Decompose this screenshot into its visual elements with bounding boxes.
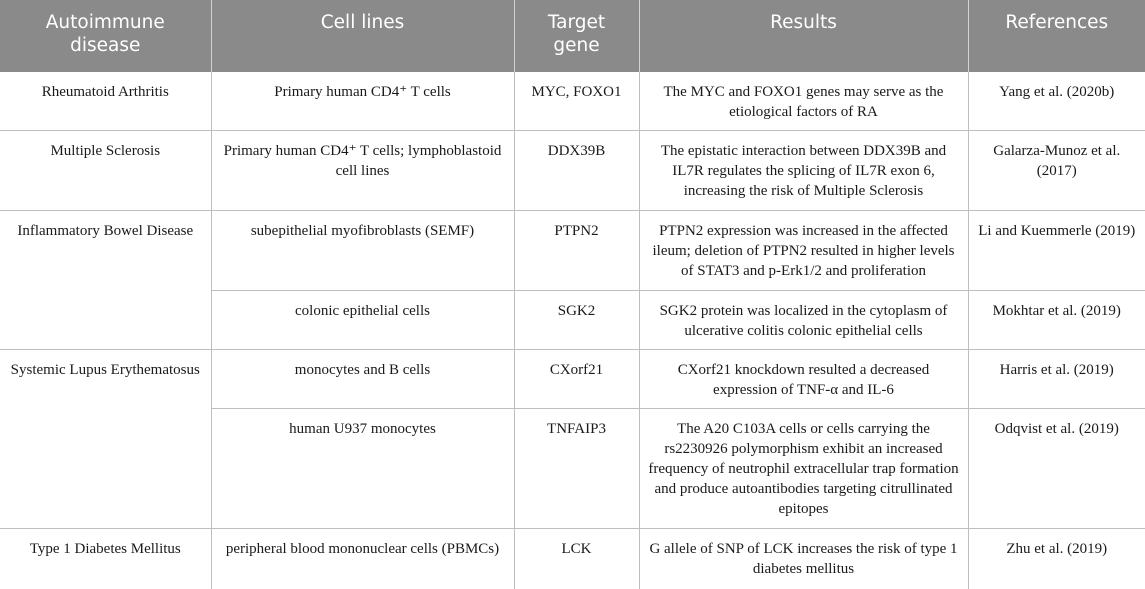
results-cell: SGK2 protein was localized in the cytoplasm of ulcerative colitis colonic epithelial cells bbox=[639, 290, 968, 349]
header-target-gene: Target gene bbox=[514, 0, 639, 72]
table-row bbox=[0, 130, 1145, 210]
reference-cell: Harris et al. (2019) bbox=[968, 349, 1145, 408]
table-row bbox=[0, 72, 1145, 130]
results-cell: The A20 C103A cells or cells carrying the rs2230926 polymorphism exhibit an increased frequency of neutrophil extracellular trap formation and produce autoantibodies targeting citrullinated epitopes bbox=[639, 408, 968, 528]
disease-cell: Type 1 Diabetes Mellitus bbox=[0, 528, 211, 589]
results-cell: The epistatic interaction between DDX39B and IL7R regulates the splicing of IL7R exon 6, increasing the risk of Multiple Sclerosis bbox=[639, 130, 968, 210]
reference-cell: Mokhtar et al. (2019) bbox=[968, 290, 1145, 349]
target-gene-cell: PTPN2 bbox=[514, 210, 639, 290]
target-gene-cell: CXorf21 bbox=[514, 349, 639, 408]
header-cell-lines: Cell lines bbox=[211, 0, 514, 72]
reference-cell: Li and Kuemmerle (2019) bbox=[968, 210, 1145, 290]
disease-cell: Rheumatoid Arthritis bbox=[0, 72, 211, 130]
cell-lines-cell: colonic epithelial cells bbox=[211, 290, 514, 349]
results-cell: G allele of SNP of LCK increases the risk of type 1 diabetes mellitus bbox=[639, 528, 968, 589]
table-row bbox=[0, 210, 1145, 290]
cell-lines-cell: monocytes and B cells bbox=[211, 349, 514, 408]
target-gene-cell: LCK bbox=[514, 528, 639, 589]
disease-cell: Multiple Sclerosis bbox=[0, 130, 211, 210]
disease-cell: Systemic Lupus Erythematosus bbox=[0, 349, 211, 528]
results-cell: The MYC and FOXO1 genes may serve as the etiological factors of RA bbox=[639, 72, 968, 130]
reference-cell: Galarza-Munoz et al. (2017) bbox=[968, 130, 1145, 210]
target-gene-cell: TNFAIP3 bbox=[514, 408, 639, 528]
results-cell: CXorf21 knockdown resulted a decreased expression of TNF-α and IL-6 bbox=[639, 349, 968, 408]
table-header bbox=[0, 0, 1145, 72]
table-body bbox=[0, 72, 1145, 589]
target-gene-cell: MYC, FOXO1 bbox=[514, 72, 639, 130]
cell-lines-cell: Primary human CD4⁺ T cells bbox=[211, 72, 514, 130]
target-gene-cell: DDX39B bbox=[514, 130, 639, 210]
table-row bbox=[0, 528, 1145, 589]
cell-lines-cell: human U937 monocytes bbox=[211, 408, 514, 528]
reference-cell: Yang et al. (2020b) bbox=[968, 72, 1145, 130]
cell-lines-cell: Primary human CD4⁺ T cells; lymphoblastoid cell lines bbox=[211, 130, 514, 210]
table-row bbox=[0, 349, 1145, 408]
reference-cell: Zhu et al. (2019) bbox=[1006, 540, 1108, 557]
header-row bbox=[0, 0, 1145, 72]
cell-lines-cell: peripheral blood mononuclear cells (PBMCs) bbox=[211, 528, 514, 589]
disease-cell: Inflammatory Bowel Disease bbox=[0, 210, 211, 349]
header-disease: Autoimmune disease bbox=[0, 0, 211, 72]
results-cell: PTPN2 expression was increased in the affected ileum; deletion of PTPN2 resulted in higher levels of STAT3 and p-Erk1/2 and proliferation bbox=[639, 210, 968, 290]
header-references: References bbox=[968, 0, 1145, 72]
target-gene-cell: SGK2 bbox=[514, 290, 639, 349]
cell-lines-cell: subepithelial myofibroblasts (SEMF) bbox=[211, 210, 514, 290]
reference-cell: Odqvist et al. (2019) bbox=[968, 408, 1145, 528]
header-results: Results bbox=[639, 0, 968, 72]
